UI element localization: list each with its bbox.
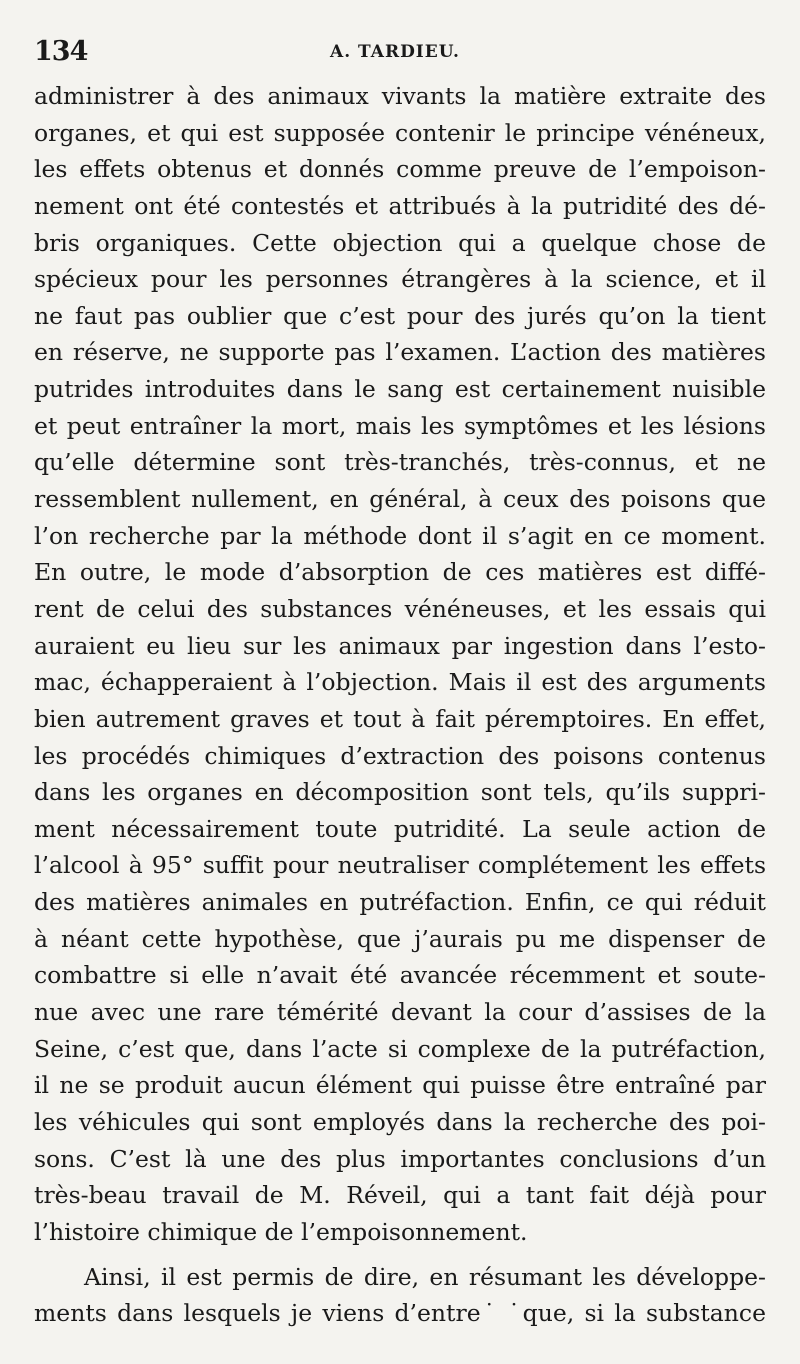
- text-line: combattre si elle n’avait été avancée récemment et soute-: [34, 961, 766, 990]
- text-line: dans les organes en décomposition sont tels, qu’ils suppri-: [34, 778, 766, 807]
- text-line: à néant cette hypothèse, que j’aurais pu me dispenser de: [34, 924, 766, 953]
- text-line: et peut entraîner la mort, mais les symptômes et les lésions: [34, 411, 766, 440]
- text-line: l’alcool à 95° suffit pour neutraliser complétement les effets: [34, 851, 766, 880]
- text-line: qu’elle détermine sont très-tranchés, très-connus, et ne: [34, 448, 766, 477]
- text-line: il ne se produit aucun élément qui puisse être entraîné par: [34, 1071, 766, 1100]
- text-line: ne faut pas oublier que c’est pour des jurés qu’on la tient: [34, 301, 766, 330]
- text-line: ments dans lesquels je viens d’entre˙ ˙que, si la substance: [34, 1299, 766, 1328]
- text-line: putrides introduites dans le sang est certainement nuisible: [34, 375, 766, 404]
- running-head: A. TARDIEU.: [330, 42, 460, 62]
- text-line: administrer à des animaux vivants la matière extraite des: [34, 82, 766, 110]
- text-line: Seine, c’est que, dans l’acte si complexe de la putréfaction,: [34, 1034, 766, 1063]
- text-line: auraient eu lieu sur les animaux par ingestion dans l’esto-: [34, 631, 766, 660]
- text-line: ment nécessairement toute putridité. La seule action de: [34, 814, 766, 843]
- text-line: rent de celui des substances vénéneuses, et les essais qui: [34, 594, 766, 623]
- text-line: nue avec une rare témérité devant la cour d’assises de la: [34, 998, 766, 1027]
- body-text: [34, 78, 766, 1332]
- text-line: bris organiques. Cette objection qui a quelque chose de: [34, 228, 766, 257]
- text-line: ressemblent nullement, en général, à ceux des poisons que: [34, 485, 766, 514]
- text-line: organes, et qui est supposée contenir le principe vénéneux,: [34, 118, 766, 147]
- text-line: nement ont été contestés et attribués à la putridité des dé-: [34, 191, 766, 220]
- text-line: des matières animales en putréfaction. Enfin, ce qui réduit: [34, 888, 766, 917]
- text-line: les effets obtenus et donnés comme preuve de l’empoison-: [34, 155, 766, 184]
- page-number: 134: [34, 36, 88, 67]
- text-line: les procédés chimiques d’extraction des poisons contenus: [34, 741, 766, 770]
- page-header: [30, 36, 770, 76]
- text-line: spécieux pour les personnes étrangères à la science, et il: [34, 265, 766, 294]
- text-line: l’on recherche par la méthode dont il s’agit en ce moment.: [34, 521, 766, 550]
- text-line: bien autrement graves et tout à fait péremptoires. En effet,: [34, 704, 766, 733]
- text-line: En outre, le mode d’absorption de ces matières est diffé-: [34, 558, 766, 587]
- paragraph-last-line: l’histoire chimique de l’empoisonnement.: [34, 1217, 528, 1246]
- text-line: mac, échapperaient à l’objection. Mais il est des arguments: [34, 668, 766, 697]
- paragraph-first-line: Ainsi, il est permis de dire, en résumant les développe-: [84, 1262, 766, 1291]
- text-line: les véhicules qui sont employés dans la recherche des poi-: [34, 1107, 766, 1136]
- text-line: sons. C’est là une des plus importantes conclusions d’un: [34, 1144, 766, 1173]
- text-line: en réserve, ne supporte pas l’examen. L’action des matières: [34, 338, 766, 367]
- text-line: très-beau travail de M. Réveil, qui a tant fait déjà pour: [34, 1181, 766, 1210]
